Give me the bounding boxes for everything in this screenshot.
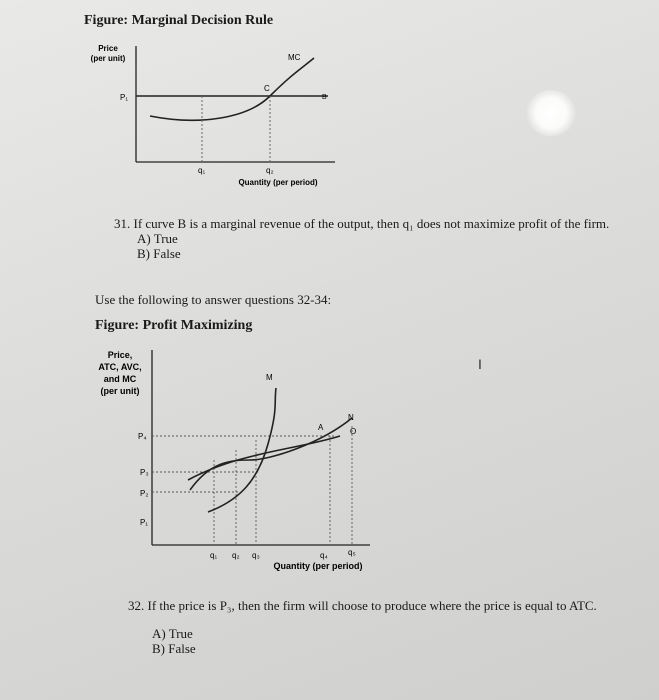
- question-32-text: 32. If the price is P₃, then the firm will choose to produce where the price is equal to ATC.: [128, 598, 597, 613]
- figure2-p2-label: P₂: [140, 489, 149, 498]
- figure2-q4-label: q₄: [320, 551, 328, 560]
- figure2-y-label-2: ATC, AVC,: [98, 362, 142, 372]
- figure2-x-label: Quantity (per period): [273, 561, 363, 571]
- question-31-text: 31. If curve B is a marginal revenue of the output, then q₁ does not maximize profit of the firm.: [114, 216, 610, 231]
- text-cursor-icon: I: [478, 356, 482, 372]
- question-32-option-a: A) True: [152, 626, 193, 641]
- figure1-mc-curve: [150, 58, 314, 120]
- figure2-mc-curve: [208, 388, 276, 512]
- figure2-q2-label: q₂: [232, 551, 240, 560]
- figure1-p1-label: P₁: [120, 93, 129, 102]
- figure1-mc-label: MC: [288, 53, 301, 62]
- figure1-q1-label: q₁: [198, 166, 206, 175]
- figure1-y-label-2: (per unit): [90, 54, 126, 63]
- figure2-o-label: O: [350, 427, 357, 436]
- figure2-y-label-4: (per unit): [100, 386, 140, 396]
- figure1-b-label: B: [322, 94, 327, 101]
- figure2-q5-label: q₅: [348, 548, 356, 557]
- figure2-q3-label: q₃: [252, 551, 260, 560]
- figure2-a-label: A: [318, 423, 324, 432]
- figure1-x-label: Quantity (per period): [238, 178, 318, 187]
- figure2-atc-curve: [190, 418, 352, 490]
- question-32-option-b: B) False: [152, 641, 196, 656]
- figure2-p3-label: P₃: [140, 468, 149, 477]
- figure2-y-label-3: and MC: [103, 374, 137, 384]
- figure1-q2-label: q₂: [266, 166, 274, 175]
- figure2-n-label: N: [348, 413, 354, 422]
- figure1-title: Figure: Marginal Decision Rule: [84, 13, 274, 28]
- question-31-option-a: A) True: [137, 231, 178, 246]
- figure2-chart: [90, 340, 390, 580]
- figure2-q1-label: q₁: [210, 551, 218, 560]
- figure2-p1-label: P₁: [140, 518, 149, 527]
- figure1-y-label-1: Price: [98, 44, 118, 53]
- figure2-y-label-1: Price,: [107, 350, 133, 360]
- figure1-c-label: C: [264, 84, 270, 93]
- figure1-chart: [80, 38, 350, 190]
- figure2-m-label: M: [266, 373, 273, 382]
- figure2-title: Figure: Profit Maximizing: [95, 318, 253, 333]
- instructions-text: Use the following to answer questions 32-34:: [95, 292, 332, 307]
- figure2-p4-label: P₄: [138, 432, 147, 441]
- question-31-option-b: B) False: [137, 246, 181, 261]
- glare-spot: [526, 90, 576, 136]
